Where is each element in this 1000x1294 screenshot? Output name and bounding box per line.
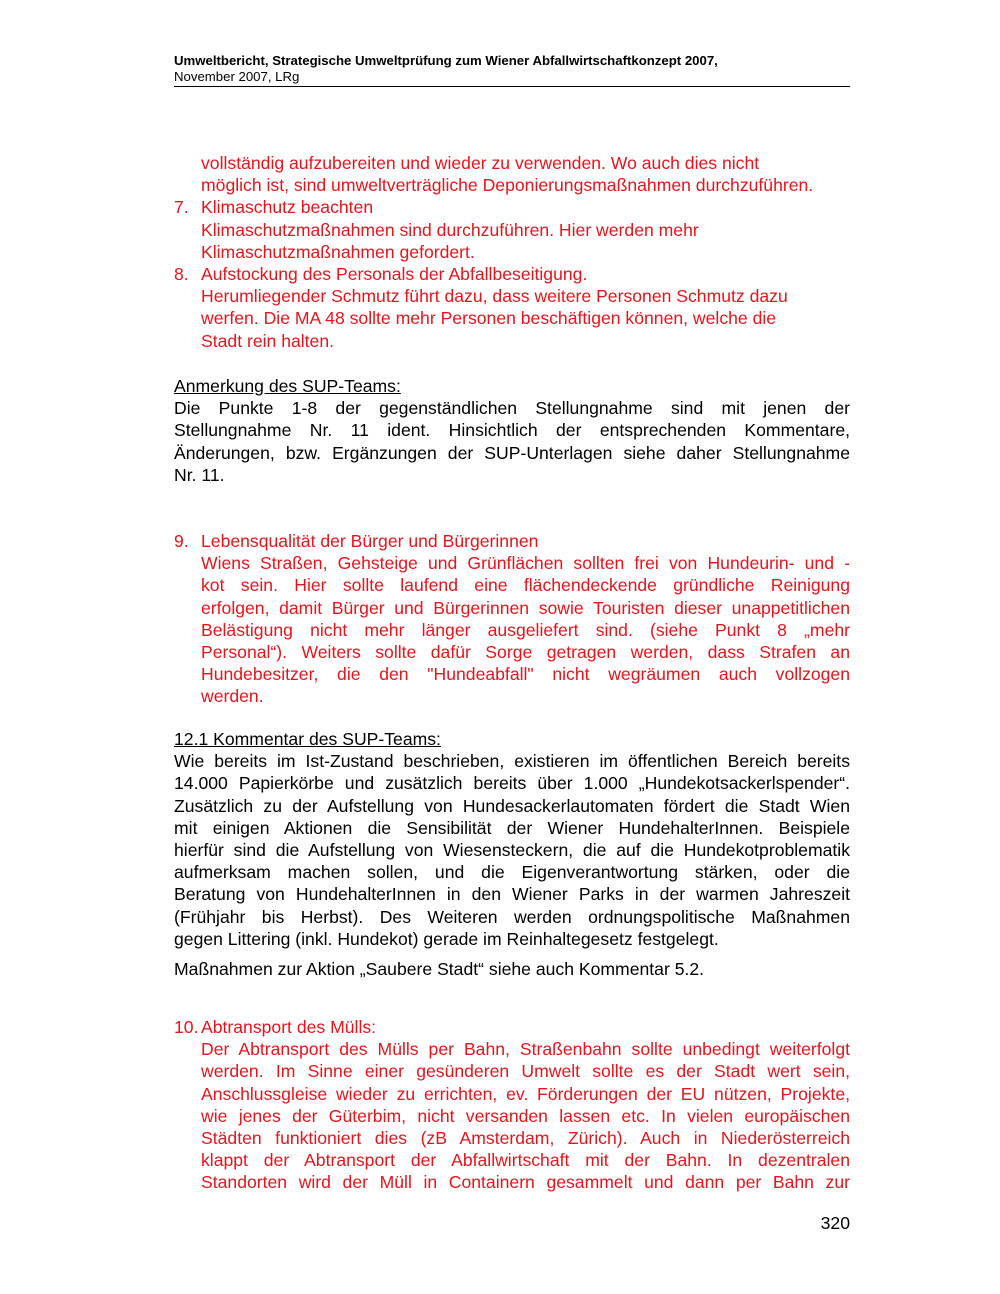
sup-team-comment-12-1: 12.1 Kommentar des SUP-Teams: Wie bereits im Ist-Zustand beschrieben, existieren im öffentlichen Bereich bereits 14.000 Papierkörbe und zusätzlich bereits über 1.000 „Hundekotsackerlspender“. Zusätzlich zu der Aufstellung von Hundesackerlautomaten fördert die Stadt Wien mit einigen Aktionen die Sensibilität der Wiener HundehalterInnen. Beispiele hierfür sind die Aufstellung von Wiesensteckern, die auf die Hundekotproblematik aufmerksam machen sollen, und die Eigenverantwortung stärken, oder die Beratung von HundehalterInnen in den Wiener Parks in der warmen Jahreszeit (Frühjahr bis Herbst). Des Weiteren werden ordnungspolitische Maßnahmen gegen Littering (inkl. Hundekot) gerade im Reinhaltegesetz festgelegt. Maßnahmen zur Aktion „Saubere Stadt“ siehe auch Kommentar 5.2. (174, 729, 850, 980)
list-block-7-8 (174, 152, 850, 352)
list-number: 7. (174, 197, 189, 218)
header-subtitle: November 2007, LRg (174, 69, 300, 84)
list-item-10: 10. Abtransport des Mülls: Der Abtransport des Mülls per Bahn, Straßenbahn sollte unbedingt weiterfolgt werden. Im Sinne einer gesünderen Umwelt sollte es der Stadt wert sein, Anschlussgleise wieder zu errichten, ev. Förderungen der EU nützen, Projekte, wie jenes der Güterbim, nicht versanden lassen etc. In vielen europäischen Städten funktioniert dies (zB Amsterdam, Zürich). Auch in Niederösterreich klappt der Abtransport der Abfallwirtschaft mit der Bahn. In dezentralen Standorten wird der Müll in Containern gesammelt und dann per Bahn zur (174, 1017, 850, 1193)
list-item-title: Abtransport des Mülls: (201, 1017, 377, 1037)
list-number: 10. (174, 1017, 199, 1037)
list-number: 8. (174, 264, 189, 285)
list-item-title: Aufstockung des Personals der Abfallbeseitigung. (201, 264, 588, 285)
list-item-title: Klimaschutz beachten (201, 197, 374, 218)
page-header (174, 53, 850, 87)
section-heading: 12.1 Kommentar des SUP-Teams: (174, 729, 441, 749)
list-number: 9. (174, 531, 189, 551)
list-item-9: 9. Lebensqualität der Bürger und Bürgerinnen Wiens Straßen, Gehsteige und Grünflächen sollten frei von Hundeurin- und - kot sein. Hier sollte laufend eine flächendeckende gründliche Reinigung erfolgen, damit Bürger und Bürgerinnen sowie Touristen dieser unappetitlichen Belästigung nicht mehr länger ausgeliefert sind. (siehe Punkt 8 „mehr Personal“). Weiters sollte dafür Sorge getragen werden, dass Strafen an Hundebesitzer, die den "Hundeabfall" nicht wegräumen auch vollzogen werden. (174, 531, 850, 707)
list-item-continuation: vollständig aufzubereiten und wieder zu verwenden. Wo auch dies nicht möglich ist, sind umweltverträgliche Deponierungsmaßnahmen durchzuführen. (201, 153, 814, 196)
list-item-7: 7. Klimaschutz beachten Klimaschutzmaßnahmen sind durchzuführen. Hier werden mehr Klimaschutzmaßnahmen gefordert. (174, 196, 850, 263)
list-item-8: 8. Aufstockung des Personals der Abfallbeseitigung. Herumliegender Schmutz führt dazu, dass weitere Personen Schmutz dazu werfen. Die MA 48 sollte mehr Personen beschäftigen können, welche die Stadt rein halten. (174, 263, 850, 352)
list-item-title: Lebensqualität der Bürger und Bürgerinnen (201, 531, 539, 551)
page-number: 320 (820, 1213, 850, 1233)
header-title: Umweltbericht, Strategische Umweltprüfung zum Wiener Abfallwirtschaftkonzept 2007, (174, 53, 718, 68)
comment-extra: Maßnahmen zur Aktion „Saubere Stadt“ siehe auch Kommentar 5.2. (174, 959, 705, 980)
section-heading: Anmerkung des SUP-Teams: (174, 376, 401, 396)
sup-team-note: Anmerkung des SUP-Teams: Die Punkte 1-8 der gegenständlichen Stellungnahme sind mit jenen der Stellungnahme Nr. 11 ident. Hinsichtlich der entsprechenden Kommentare, Änderungen, bzw. Ergänzungen der SUP-Unterlagen siehe daher Stellungnahme Nr. 11. (174, 376, 850, 485)
